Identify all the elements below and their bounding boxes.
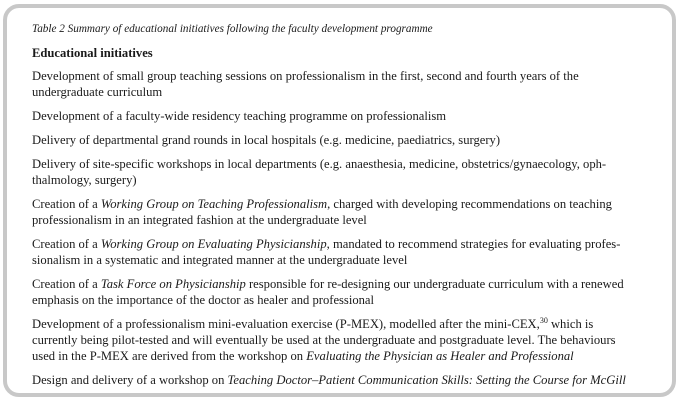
initiative-item — [32, 196, 652, 228]
item-line: currently being pilot-tested and will eventually be used at the undergraduate and postgraduate level. The behaviours — [32, 333, 616, 347]
task-force-name: Task Force on Physicianship — [100, 277, 246, 291]
workshop-title: Evaluating the Physician as Healer and Professional — [306, 349, 574, 363]
item-line: Creation of a Task Force on Physicianship responsible for re-designing our undergraduate curriculum with a renewed — [32, 277, 624, 291]
item-line: Design and delivery of a workshop on Teaching Doctor–Patient Communication Skills: Setting the Course for McGill — [32, 373, 626, 387]
item-line: Development of a professionalism mini-evaluation exercise (P-MEX), modelled after the mini-CEX,$^{30}$ which is — [32, 316, 594, 331]
table-2 — [32, 22, 652, 396]
table-caption: Table 2 Summary of educational initiatives following the faculty development programme — [32, 23, 433, 35]
initiative-item — [32, 108, 652, 124]
initiative-item — [32, 156, 652, 188]
item-line: professionalism in an integrated fashion at the undergraduate level — [32, 213, 367, 227]
workshop-title: Teaching Doctor–Patient Communication Skills: Setting the Course for McGill — [227, 373, 626, 387]
initiative-item — [32, 276, 652, 308]
group-name: Working Group on Evaluating Physicianship — [100, 237, 327, 251]
initiative-item — [32, 68, 652, 100]
item-line: emphasis on the importance of the doctor as healer and professional — [32, 293, 375, 307]
item-line: used in the P-MEX are derived from the workshop on Evaluating the Physician as Healer and Professional — [32, 349, 574, 363]
item-line: Delivery of departmental grand rounds in local hospitals (e.g. medicine, paediatrics, surgery) — [32, 133, 501, 147]
item-line: Delivery of site-specific workshops in local departments (e.g. anaesthesia, medicine, obstetrics/gynaecology, oph- — [32, 157, 607, 171]
item-line: Creation of a Working Group on Teaching Professionalism, charged with developing recommendations on teaching — [32, 197, 612, 211]
initiative-item — [32, 372, 652, 388]
item-line: thalmology, surgery) — [32, 173, 137, 187]
item-line: Development of small group teaching sessions on professionalism in the first, second and fourth years of the — [32, 69, 579, 83]
column-header: Educational initiatives — [32, 46, 153, 60]
item-line: Creation of a Working Group on Evaluating Physicianship, mandated to recommend strategies for evaluating profes- — [32, 237, 621, 251]
item-line: sionalism in a systematic and integrated manner at the undergraduate level — [32, 253, 408, 267]
item-line: undergraduate curriculum — [32, 85, 163, 99]
initiative-item — [32, 132, 652, 148]
reference-superscript: 30 — [539, 316, 548, 325]
item-line: Development of a faculty-wide residency teaching programme on professionalism — [32, 109, 447, 123]
group-name: Working Group on Teaching Professionalism — [100, 197, 328, 211]
initiative-item — [32, 316, 652, 364]
initiative-item — [32, 236, 652, 268]
